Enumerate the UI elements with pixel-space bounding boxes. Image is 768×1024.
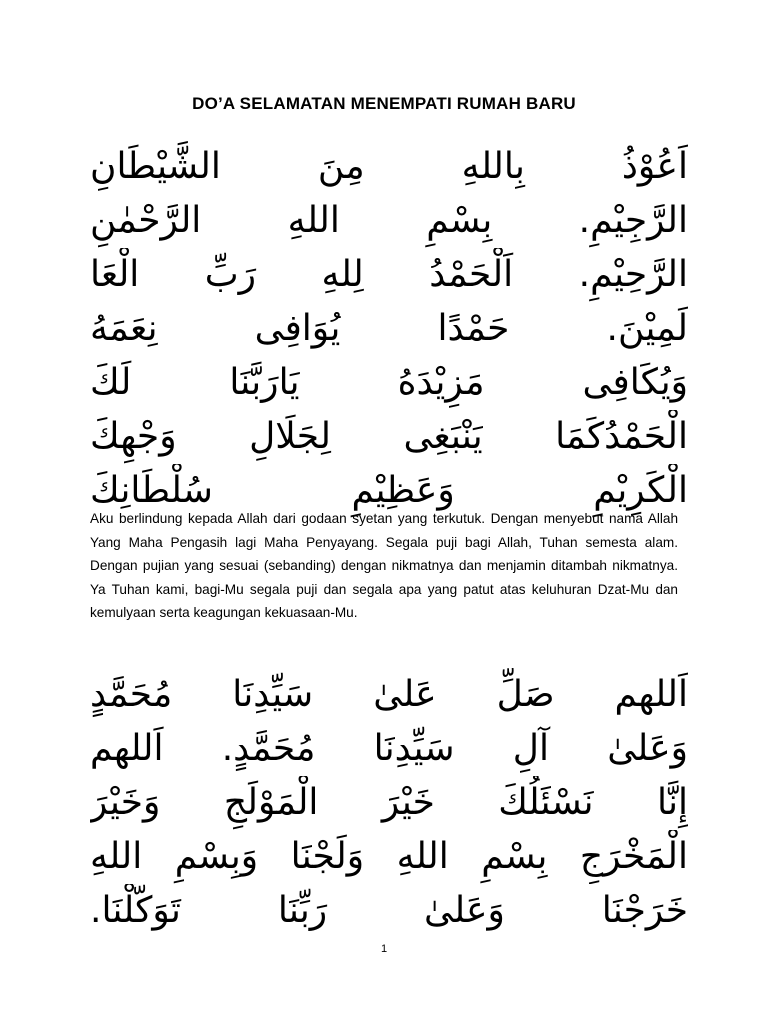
arabic-line: الرَّحِيْمِ. اَلْحَمْدُ لِلهِ رَبِّ الْعَا: [90, 254, 688, 295]
arabic-line: الرَّجِيْمِ. بِسْمِ اللهِ الرَّحْمٰنِ: [90, 200, 688, 241]
translation-paragraph: Aku berlindung kepada Allah dari godaan syetan yang terkutuk. Dengan menyebut nama Allah Yang Maha Pengasih lagi Maha Penyayang. Segala puji bagi Allah, Tuhan semesta alam. Dengan pujian yang sesuai (sebanding) dengan nikmatnya dan menjamin ditambah nikmatnya. Ya Tuhan kami, bagi-Mu segala puji dan segala apa yang patut atas keluhuran Dzat-Mu dan kemulyaan serta keagungan kekuasaan-Mu.: [90, 511, 678, 620]
arabic-line: إِنَّا نَسْئَلُكَ خَيْرَ الْمَوْلَجِ وَخَيْرَ: [90, 782, 688, 823]
arabic-line: اَعُوْذُ بِاللهِ مِنَ الشَّيْطَانِ: [90, 146, 688, 187]
arabic-line: الْمَخْرَجِ بِسْمِ اللهِ وَلَجْنَا وَبِسْمِ اللهِ: [90, 836, 688, 877]
arabic-line: وَعَلىٰ آلِ سَيِّدِنَا مُحَمَّدٍ. اَللهم: [90, 728, 688, 769]
arabic-prayer-block-1: [90, 140, 688, 518]
arabic-line: وَيُكَافِى مَزِيْدَهُ يَارَبَّنَا لَكَ: [90, 362, 688, 403]
document-title: DO’A SELAMATAN MENEMPATI RUMAH BARU: [192, 94, 576, 113]
arabic-line: الْحَمْدُكَمَا يَنْبَغِى لِجَلَالِ وَجْهِكَ: [90, 416, 688, 457]
arabic-prayer-block-2: [90, 668, 688, 938]
arabic-line: الْكَرِيْمِ وَعَظِيْمِ سُلْطَانِكَ: [90, 470, 688, 511]
arabic-line: اَللهم صَلِّ عَلىٰ سَيِّدِنَا مُحَمَّدٍ: [90, 674, 688, 715]
arabic-line: خَرَجْنَا وَعَلىٰ رَبِّنَا تَوَكَّلْنَا.: [90, 890, 688, 931]
page-number: 1: [380, 943, 388, 955]
arabic-line: لَمِيْنَ. حَمْدًا يُوَافِى نِعَمَهُ: [90, 308, 688, 349]
